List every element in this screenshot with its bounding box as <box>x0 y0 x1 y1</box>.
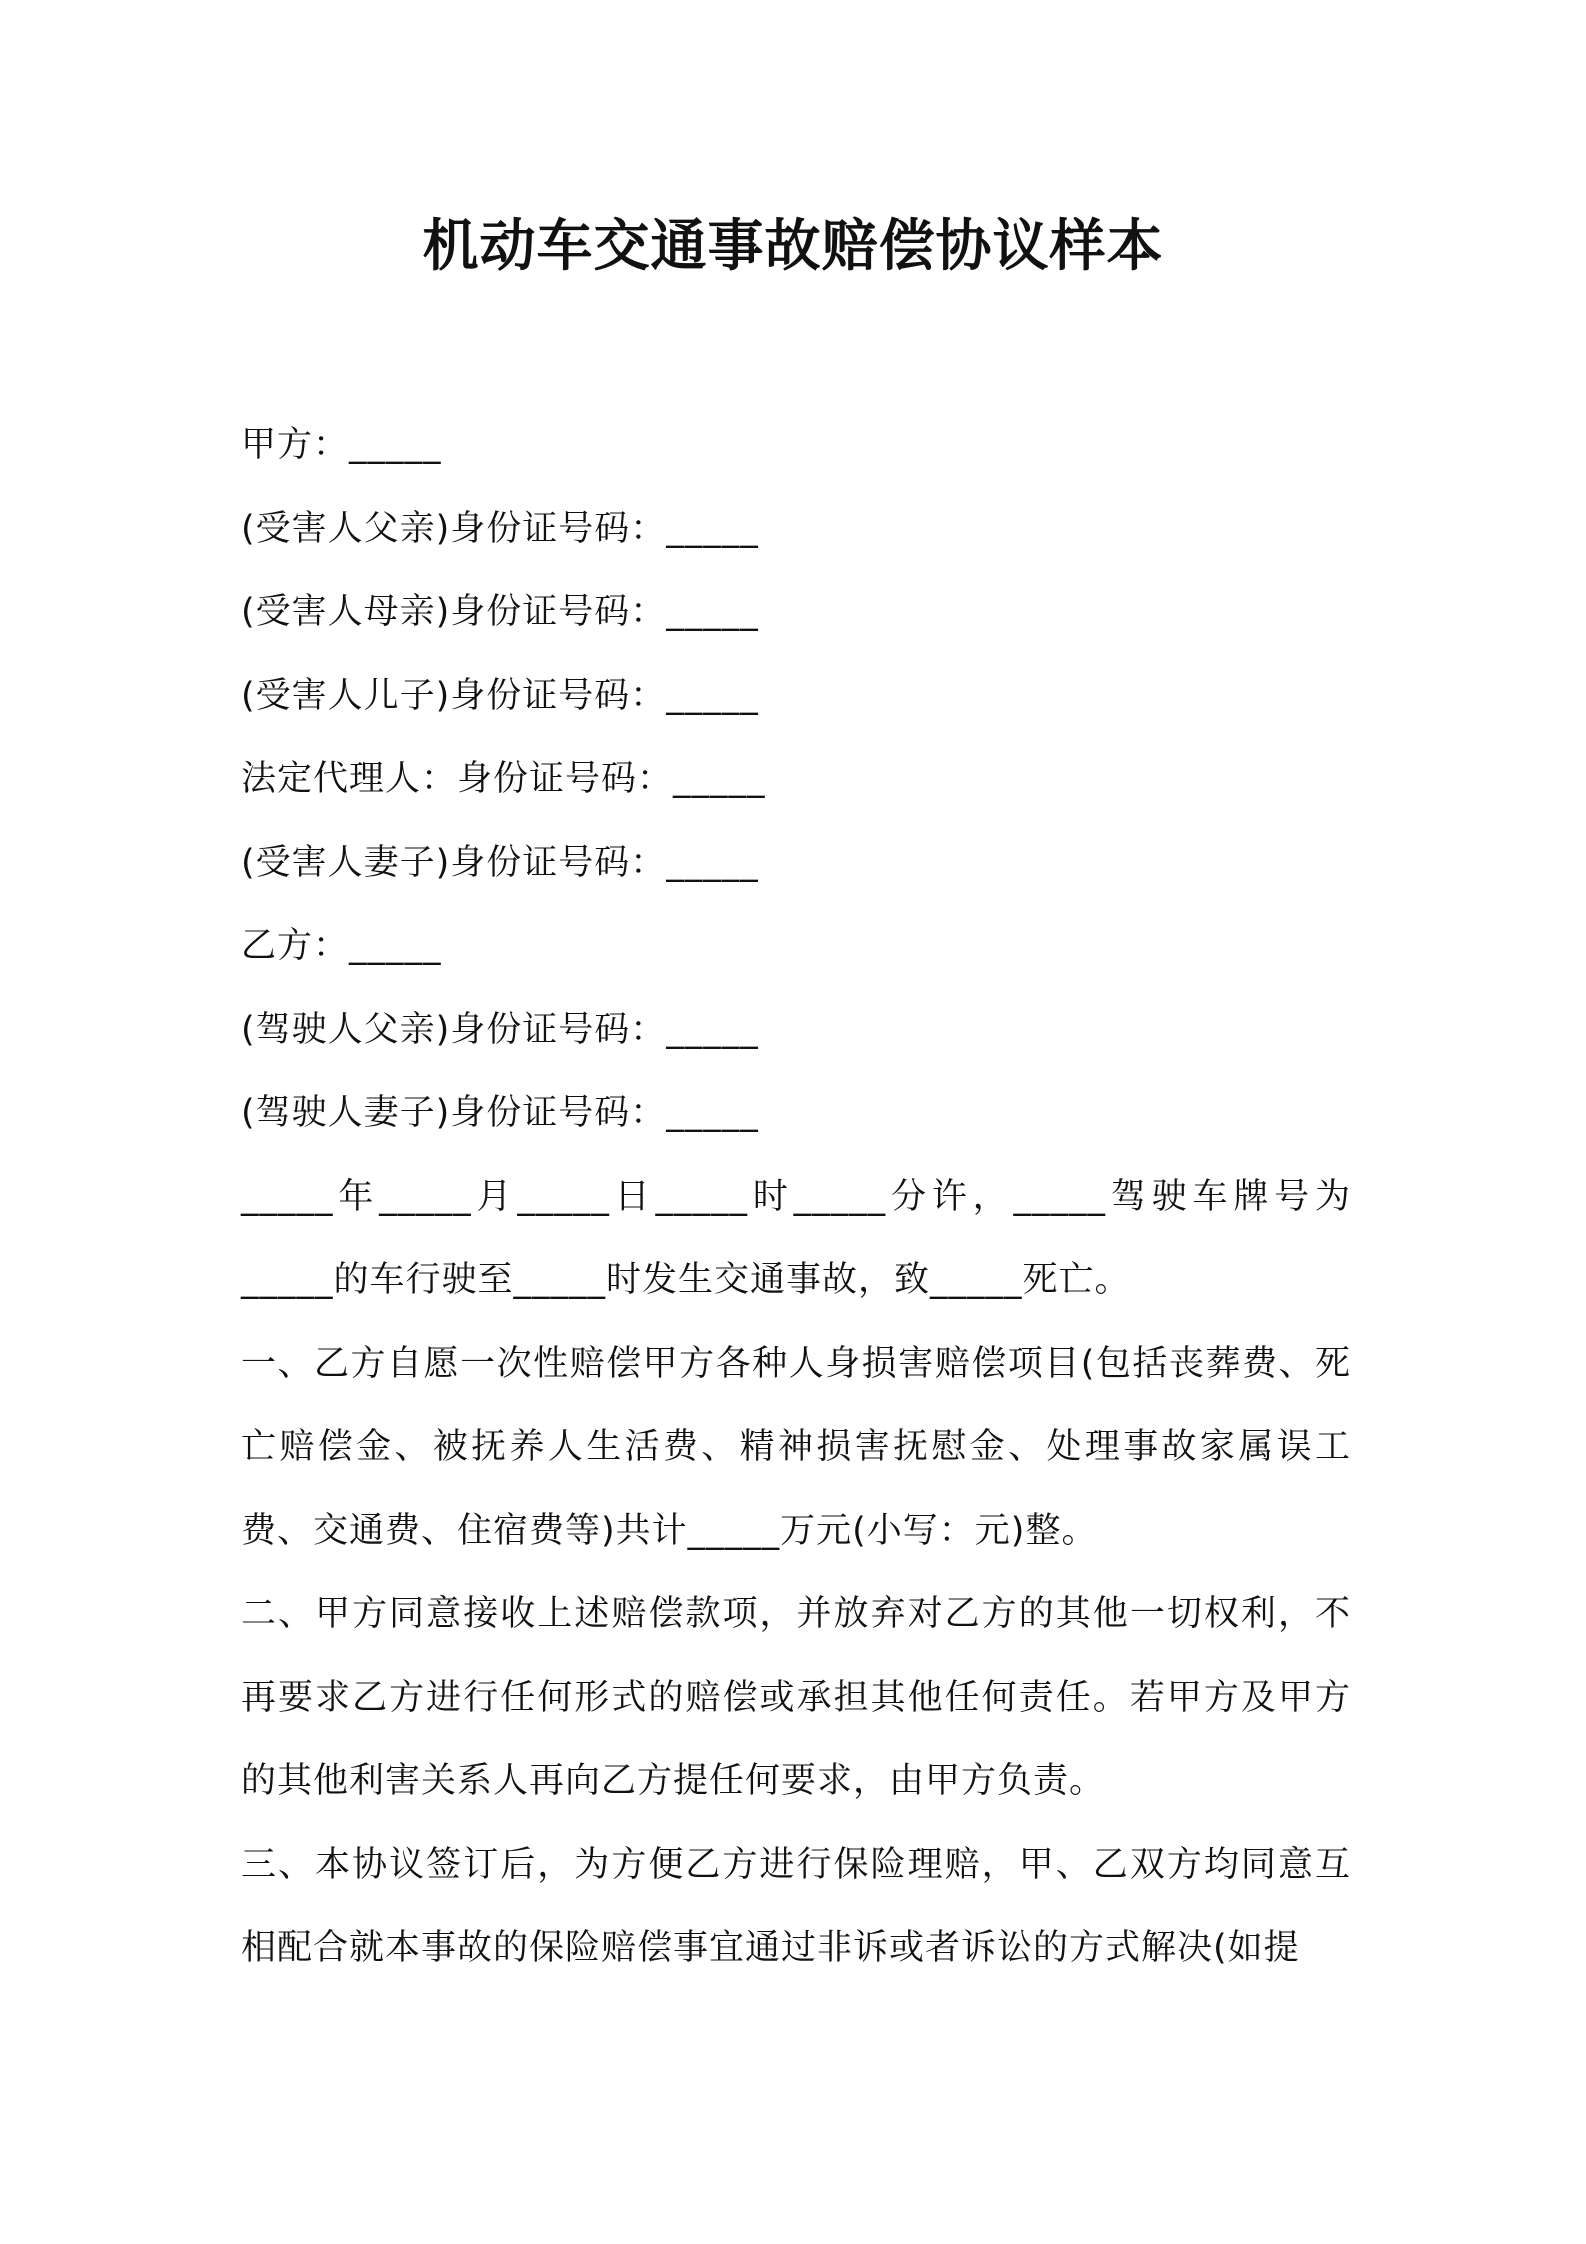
victim-father-id-line: (受害人父亲)身份证号码：_____ <box>241 508 759 549</box>
driver-father-id-line: (驾驶人父亲)身份证号码：_____ <box>241 1009 759 1050</box>
party-b-line: 乙方：_____ <box>241 926 442 966</box>
accident-description-paragraph: _____年_____月_____日_____时_____分许，_____驾驶车牌号为_____的车行驶至_____时发生交通事故，致_____死亡。 <box>241 1176 1351 1300</box>
victim-wife-id-line: (受害人妻子)身份证号码：_____ <box>241 842 759 883</box>
clause-one-paragraph: 一、乙方自愿一次性赔偿甲方各种人身损害赔偿项目(包括丧葬费、死亡赔偿金、被抚养人生活费、精神损害抚慰金、处理事故家属误工费、交通费、住宿费等)共计_____万元(小写：元)整。 <box>241 1343 1351 1551</box>
driver-wife-id-line: (驾驶人妻子)身份证号码：_____ <box>241 1093 759 1133</box>
clause-three-paragraph: 三、本协议签订后，为方便乙方进行保险理赔，甲、乙双方均同意互相配合就本事故的保险赔偿事宜通过非诉或者诉讼的方式解决(如提 <box>241 1844 1351 1968</box>
legal-agent-id-line: 法定代理人：身份证号码：_____ <box>241 759 766 799</box>
document-title: 机动车交通事故赔偿协议样本 <box>422 214 1164 279</box>
victim-mother-id-line: (受害人母亲)身份证号码：_____ <box>241 592 759 632</box>
victim-son-id-line: (受害人儿子)身份证号码：_____ <box>241 675 759 716</box>
clause-two-paragraph: 二、甲方同意接收上述赔偿款项，并放弃对乙方的其他一切权利，不再要求乙方进行任何形式的赔偿或承担其他任何责任。若甲方及甲方的其他利害关系人再向乙方提任何要求，由甲方负责。 <box>241 1594 1351 1801</box>
party-a-line: 甲方：_____ <box>241 425 442 465</box>
document-body <box>241 404 1351 1991</box>
